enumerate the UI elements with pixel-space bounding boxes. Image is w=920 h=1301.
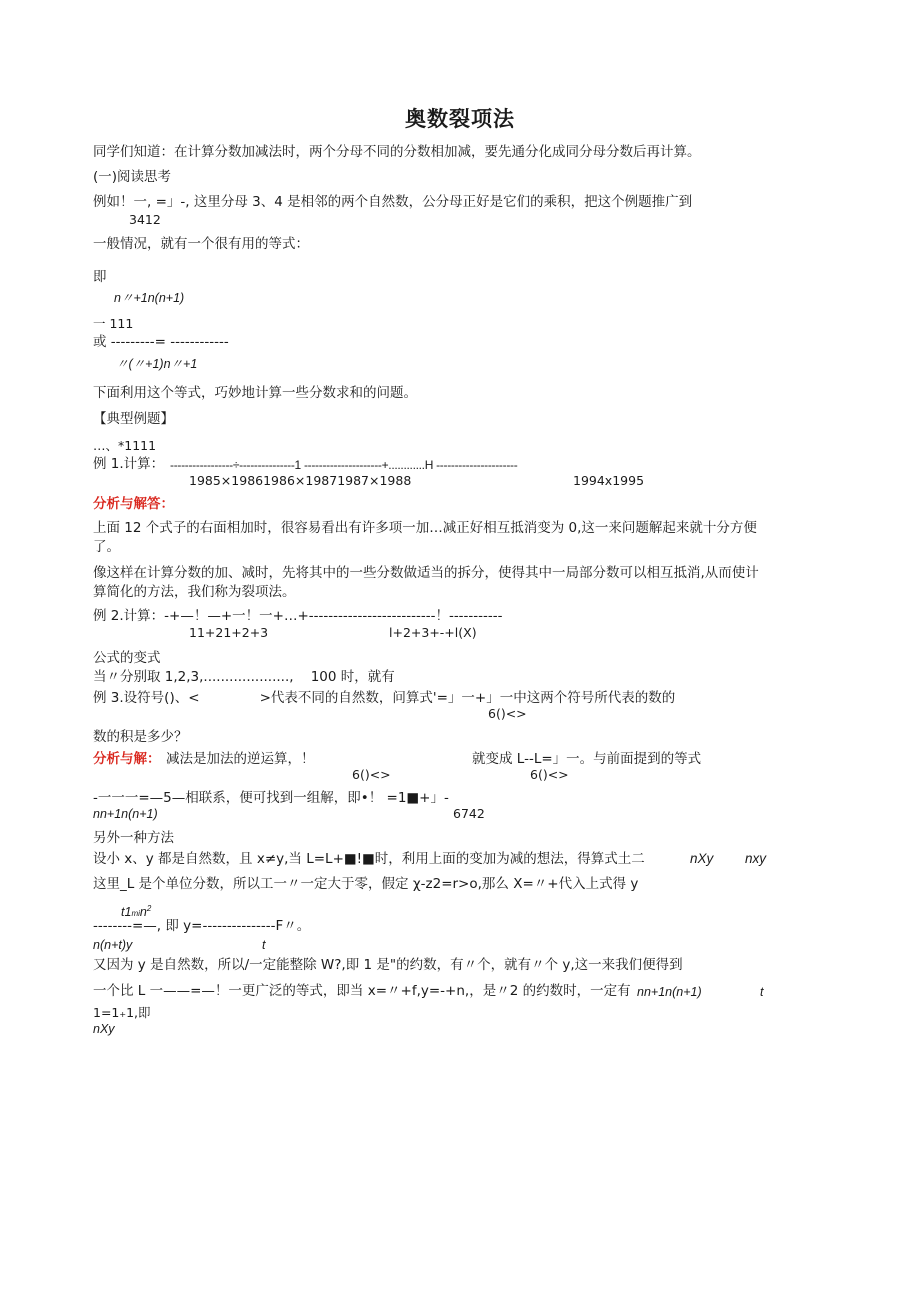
fraction-sub-right: t (262, 938, 266, 952)
analysis2-text: 减法是加法的逆运算，！ (166, 751, 315, 767)
analysis2-sub-left: 6()<> (352, 767, 391, 782)
page-title: 奥数裂项法 (405, 107, 515, 131)
example2-denominators-right: l+2+3+-+l(X) (389, 625, 477, 640)
example3-sub: 6()<> (488, 706, 527, 721)
example1-denominators-left: 1985×19861986×19871987×1988 (189, 473, 412, 488)
example2-line: 例 2.计算：-+—！—+一！一+…+--------------------------！----------- (93, 608, 503, 624)
formula-numerators: 一 111 (93, 316, 134, 331)
example-line: 例如！一, =」-, 这里分母 3、4 是相邻的两个自然数，公分母正好是它们的乘积，把这个例题推广到 (93, 194, 693, 210)
another-method-header: 另外一种方法 (93, 830, 174, 846)
t1-subscript: mi (131, 909, 140, 919)
general-equation-t: t (760, 985, 764, 999)
intro-paragraph: 同学们知道：在计算分数加减法时，两个分母不同的分数相加减，要先通分化成同分母分数后再计算。 (93, 144, 701, 160)
t1-text: t1 (121, 905, 132, 920)
reading-section-header: (一)阅读思考 (93, 169, 172, 185)
t1-superscript: 2 (146, 904, 152, 913)
analysis1-paragraph1-b: 了。 (93, 539, 120, 555)
analysis2-right: 就变成 L--L=」一。与前面提到的等式 (472, 751, 702, 767)
link-sub-left: nn+1n(n+1) (93, 807, 158, 821)
last-equation-subscript: + (119, 1010, 127, 1019)
formula-line-1: n〃+1n(n+1) (114, 291, 185, 305)
analysis2-sub-right: 6()<> (530, 767, 569, 782)
set-nxy-1: nXy (690, 851, 714, 866)
link-line: -一一一=—5—相联系，便可找到一组解，即•！ =1■+」- (93, 790, 449, 806)
general-equation-line: 一个比 L 一——=—！一更广泛的等式，即当 x=〃+f,y=-+n,，是〃2 的约数时，一定有 (93, 983, 631, 999)
ji-label: 即 (93, 269, 107, 285)
t1-n: n (139, 905, 147, 920)
formula-or-line: 或 ---------= ------------ (93, 334, 229, 350)
analysis1-header: 分析与解答： (93, 496, 174, 512)
analysis1-paragraph2-b: 算简化的方法，我们称为裂项法。 (93, 584, 296, 600)
last-equation-start: 1=1 (93, 1005, 120, 1020)
example1-denominators-right: 1994x1995 (573, 473, 645, 488)
example3-line: 例 3.设符号()、< >代表不同的自然数，问算式'=」一+」一中这两个符号所代表的数的 (93, 690, 676, 706)
product-question: 数的积是多少？ (93, 729, 188, 745)
formula-line-2: 〃(〃+1)n〃+1 (116, 357, 198, 371)
analysis2-header: 分析与解： (93, 751, 161, 767)
when-n-line: 当〃分别取 1,2,3,...................., 100 时，就有 (93, 669, 395, 685)
set-nxy-2: nxy (745, 851, 767, 866)
typical-examples-header: 【典型例题】 (93, 411, 174, 427)
fraction-sub-left: n(n+t)y (93, 938, 133, 952)
example1-expression: -----------------÷---------------1 ---------------------+............H ---------------------- (170, 458, 518, 472)
general-case-line: 一般情况，就有一个很有用的等式： (93, 236, 309, 252)
last-equation-end: 1,即 (126, 1005, 151, 1020)
here-unit-fraction-line: 这里_L 是个单位分数，所以工一〃一定大于零，假定 χ-z2=r>o,那么 X=〃+代入上式得 y (93, 876, 639, 892)
general-equation-right: nn+1n(n+1) (637, 985, 702, 999)
use-identity-line: 下面利用这个等式，巧妙地计算一些分数求和的问题。 (93, 385, 417, 401)
link-sub-right: 6742 (453, 806, 485, 821)
because-line: 又因为 y 是自然数，所以/一定能整除 W?,即 1 是"的约数，有〃个，就有〃个 y,这一来我们便得到 (93, 957, 683, 973)
variant-header: 公式的变式 (93, 650, 161, 666)
set-xy-line: 设小 x、y 都是自然数，且 x≠y,当 L=L+■!■时，利用上面的变加为减的想法，得算式土二 (93, 851, 645, 867)
example1-top: …、*1111 (93, 438, 157, 453)
fraction-line: --------=—, 即 y=---------------F〃。 (93, 918, 311, 934)
analysis1-paragraph2-a: 像这样在计算分数的加、减时，先将其中的一些分数做适当的拆分，使得其中一局部分数可以相互抵消,从而使计 (93, 565, 759, 581)
example1-label: 例 1.计算： (93, 456, 165, 472)
last-nxy: nXy (93, 1022, 115, 1036)
example-denominators: 3412 (129, 212, 161, 227)
analysis1-paragraph1-a: 上面 12 个式子的右面相加时，很容易看出有许多项一加…减正好相互抵消变为 0,这一来问题解起来就十分方便 (93, 520, 757, 536)
example2-denominators-left: 11+21+2+3 (189, 625, 269, 640)
